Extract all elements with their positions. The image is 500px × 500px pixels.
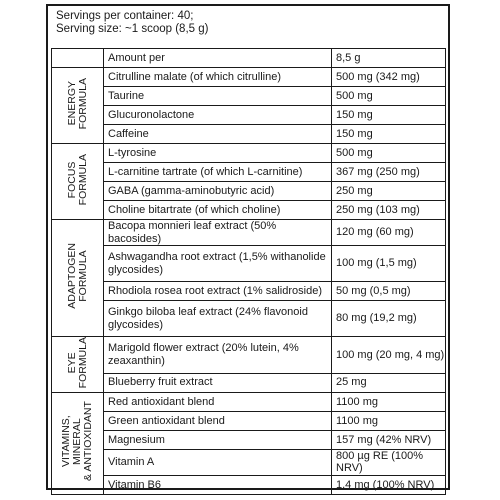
supplement-facts-table [51,48,446,495]
ingredient-row [52,68,446,87]
ingredient-name: Green antioxidant blend [104,411,332,430]
ingredient-name: GABA (gamma-aminobutyric acid) [104,182,332,201]
amount-per-row [52,49,446,68]
ingredient-name: Vitamin B6 [104,475,332,494]
ingredient-amount: 80 mg (19,2 mg) [332,301,446,337]
ingredient-row [52,246,446,282]
formula-group-label: ADAPTOGEN FORMULA [65,243,89,310]
supplement-facts-panel [46,4,450,490]
amount-per-label: Amount per [104,49,332,68]
ingredient-row [52,449,446,475]
ingredient-name: Bacopa monnieri leaf extract (50% bacosides) [104,220,332,246]
formula-group-label: VITAMINS, MINERAL & ANTIOXIDANT [60,401,94,482]
formula-group-label-cell [52,144,104,220]
formula-group-label: FOCUS FORMULA [65,154,89,206]
ingredient-amount: 1100 mg [332,392,446,411]
ingredient-name: Ginkgo biloba leaf extract (24% flavonoid glycosides) [104,301,332,337]
ingredient-name: Choline bitartrate (of which choline) [104,201,332,220]
formula-group-label-cell [52,68,104,144]
ingredient-name: Ashwagandha root extract (1,5% withanolide glycosides) [104,246,332,282]
ingredient-row [52,163,446,182]
ingredient-row [52,144,446,163]
ingredient-name: Citrulline malate (of which citrulline) [104,68,332,87]
ingredient-name: Taurine [104,87,332,106]
ingredient-row [52,182,446,201]
ingredient-amount: 500 mg (342 mg) [332,68,446,87]
ingredient-row [52,220,446,246]
servings-per-container: Servings per container: 40; [56,10,194,22]
formula-group-label-cell [52,220,104,337]
ingredient-row [52,87,446,106]
ingredient-amount: 367 mg (250 mg) [332,163,446,182]
ingredient-name: Marigold flower extract (20% lutein, 4% zeaxanthin) [104,337,332,374]
ingredient-name: Glucuronolactone [104,106,332,125]
ingredient-name: Rhodiola rosea root extract (1% salidroside) [104,282,332,301]
ingredient-row [52,475,446,494]
formula-group-label-cell [52,392,104,494]
ingredient-amount: 150 mg [332,106,446,125]
empty-group-cell [52,49,104,68]
ingredient-name: Vitamin A [104,449,332,475]
ingredient-row [52,282,446,301]
ingredient-amount: 250 mg [332,182,446,201]
ingredient-amount: 800 µg RE (100% NRV) [332,449,446,475]
ingredient-amount: 500 mg [332,87,446,106]
ingredient-amount: 100 mg (1,5 mg) [332,246,446,282]
ingredient-amount: 25 mg [332,373,446,392]
ingredient-amount: 150 mg [332,125,446,144]
ingredient-row [52,125,446,144]
ingredient-row [52,430,446,449]
ingredient-amount: 120 mg (60 mg) [332,220,446,246]
ingredient-row [52,337,446,374]
amount-per-value: 8,5 g [332,49,446,68]
ingredient-name: Red antioxidant blend [104,392,332,411]
ingredient-amount: 1,4 mg (100% NRV) [332,475,446,494]
ingredient-amount: 1100 mg [332,411,446,430]
ingredient-amount: 500 mg [332,144,446,163]
formula-group-label: EYE FORMULA [65,337,89,389]
ingredient-amount: 50 mg (0,5 mg) [332,282,446,301]
ingredient-name: Caffeine [104,125,332,144]
serving-info [48,6,448,44]
serving-size: Serving size: ~1 scoop (8,5 g) [56,23,209,35]
ingredient-name: L-tyrosine [104,144,332,163]
formula-group-label: ENERGY FORMULA [65,78,89,130]
ingredient-amount: 100 mg (20 mg, 4 mg) [332,337,446,374]
formula-group-label-cell [52,337,104,393]
ingredient-row [52,392,446,411]
ingredient-row [52,373,446,392]
ingredient-row [52,301,446,337]
ingredient-row [52,201,446,220]
ingredient-name: L-carnitine tartrate (of which L-carnitine) [104,163,332,182]
ingredient-amount: 157 mg (42% NRV) [332,430,446,449]
ingredient-row [52,411,446,430]
ingredient-name: Magnesium [104,430,332,449]
ingredient-row [52,106,446,125]
ingredient-name: Blueberry fruit extract [104,373,332,392]
ingredient-amount: 250 mg (103 mg) [332,201,446,220]
